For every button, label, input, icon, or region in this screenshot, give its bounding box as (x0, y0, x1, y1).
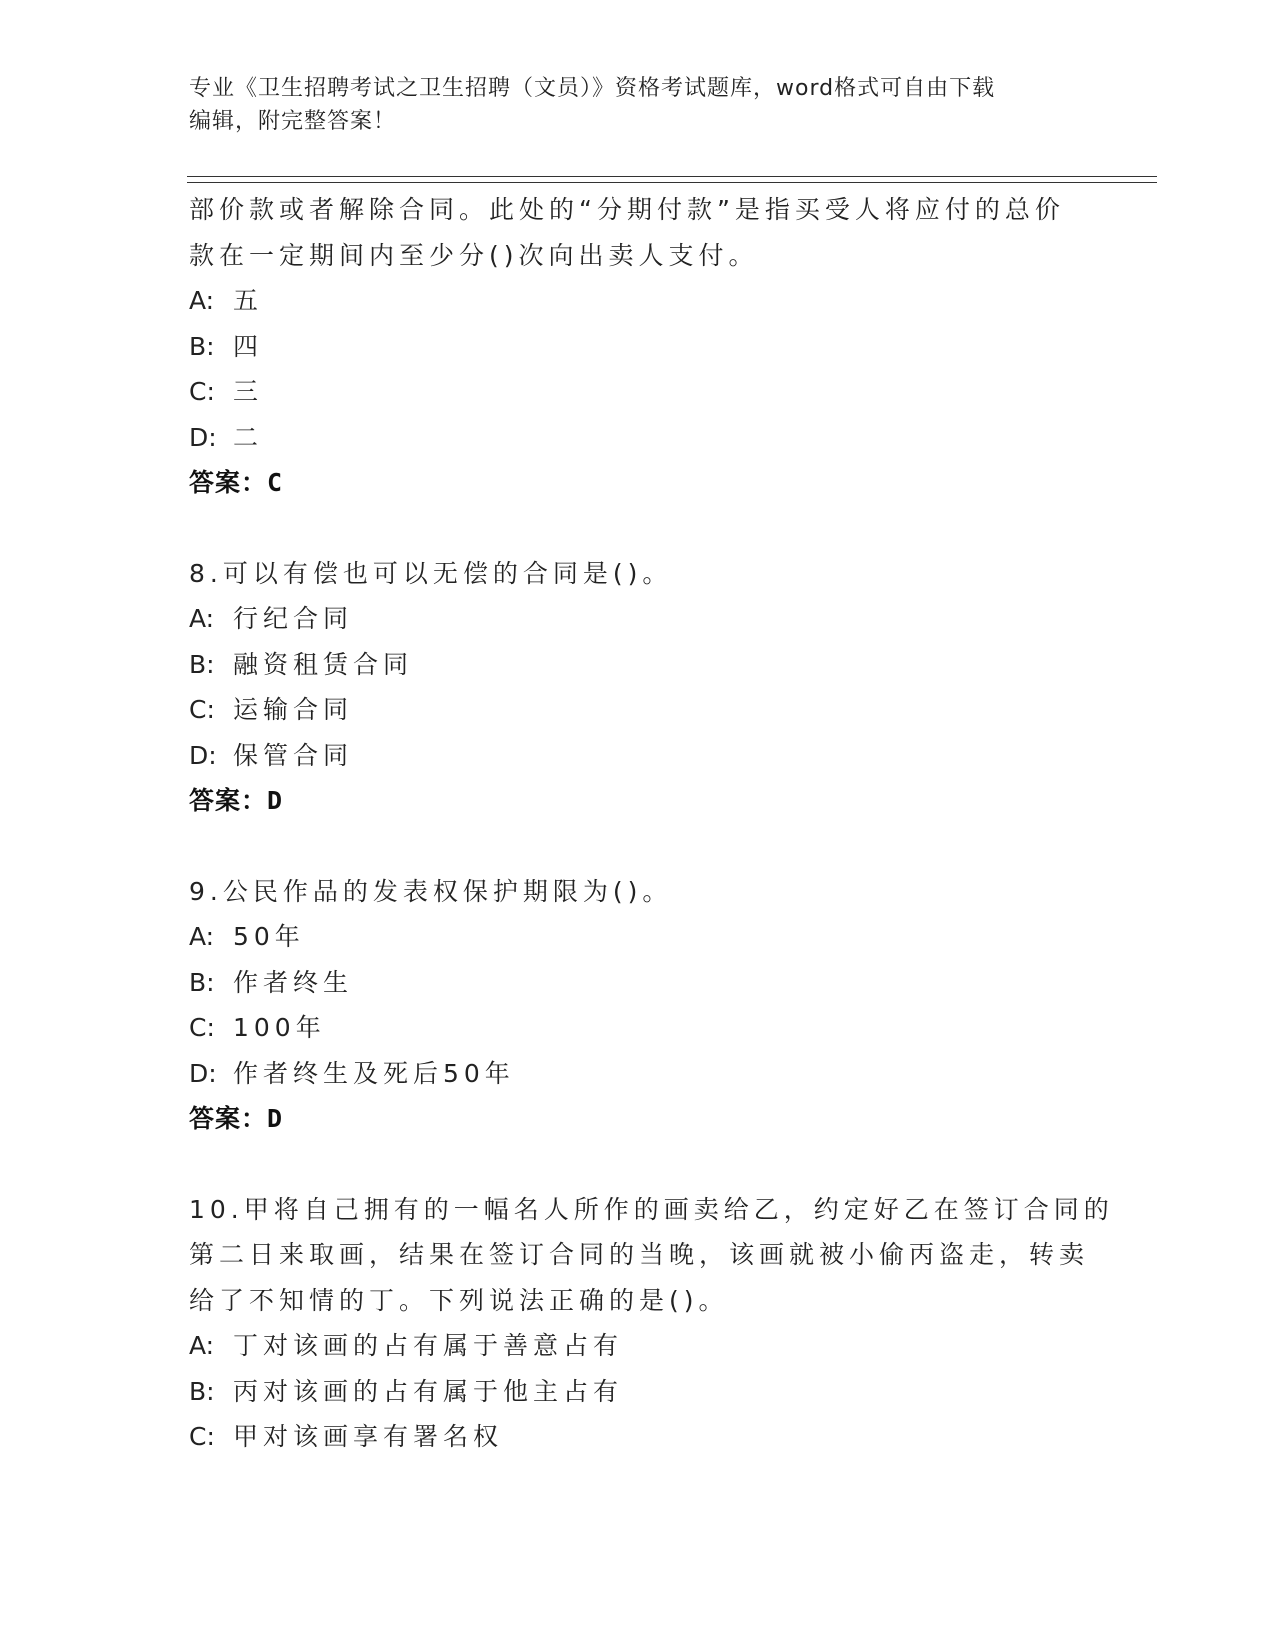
question-text-line: 8.可以有偿也可以无偿的合同是()。 (189, 558, 673, 588)
option-c: C: 运输合同 (189, 695, 354, 724)
header-rule-bottom (187, 182, 1157, 183)
option-b: B: 丙对该画的占有属于他主占有 (189, 1376, 624, 1406)
answer: 答案：D (189, 1104, 284, 1133)
question-continued (189, 187, 1089, 506)
question-list (189, 187, 1114, 1460)
option-b: B: 作者终生 (189, 967, 354, 997)
document-header (189, 72, 1069, 138)
option-b: B: 四 (189, 331, 264, 361)
answer: 答案：D (189, 786, 284, 815)
option-d: D: 作者终生及死后50年 (189, 1058, 515, 1088)
question-text-line: 9.公民作品的发表权保护期限为()。 (189, 876, 673, 906)
answer: 答案：C (189, 468, 284, 497)
option-c: C: 三 (189, 377, 264, 406)
question-text-line: 第二日来取画，结果在签订合同的当晚，该画就被小偷丙盗走，转卖 (189, 1240, 1090, 1269)
option-d: D: 二 (189, 422, 264, 452)
question-text-line: 10.甲将自己拥有的一幅名人所作的画卖给乙，约定好乙在签订合同的 (189, 1194, 1114, 1224)
question-text-line: 款在一定期间内至少分()次向出卖人支付。 (189, 240, 759, 270)
option-c: C: 100年 (189, 1013, 326, 1042)
option-d: D: 保管合同 (189, 740, 354, 770)
header-rule-top (187, 176, 1157, 177)
question-text-line: 给了不知情的丁。下列说法正确的是()。 (189, 1285, 729, 1315)
option-a: A: 丁对该画的占有属于善意占有 (189, 1331, 624, 1360)
header-line-1: 专业《卫生招聘考试之卫生招聘（文员）》资格考试题库，word格式可自由下载 (189, 76, 996, 101)
header-line-2: 编辑，附完整答案！ (189, 109, 397, 134)
question-text-line: 部价款或者解除合同。此处的“分期付款”是指买受人将应付的总价 (189, 195, 1065, 224)
option-a: A: 行纪合同 (189, 604, 354, 633)
question-8 (189, 551, 1089, 824)
question-10 (189, 1187, 1114, 1460)
option-a: A: 50年 (189, 922, 305, 951)
option-b: B: 融资租赁合同 (189, 649, 414, 679)
question-9 (189, 869, 1089, 1142)
option-c: C: 甲对该画享有署名权 (189, 1422, 504, 1451)
option-a: A: 五 (189, 286, 264, 315)
